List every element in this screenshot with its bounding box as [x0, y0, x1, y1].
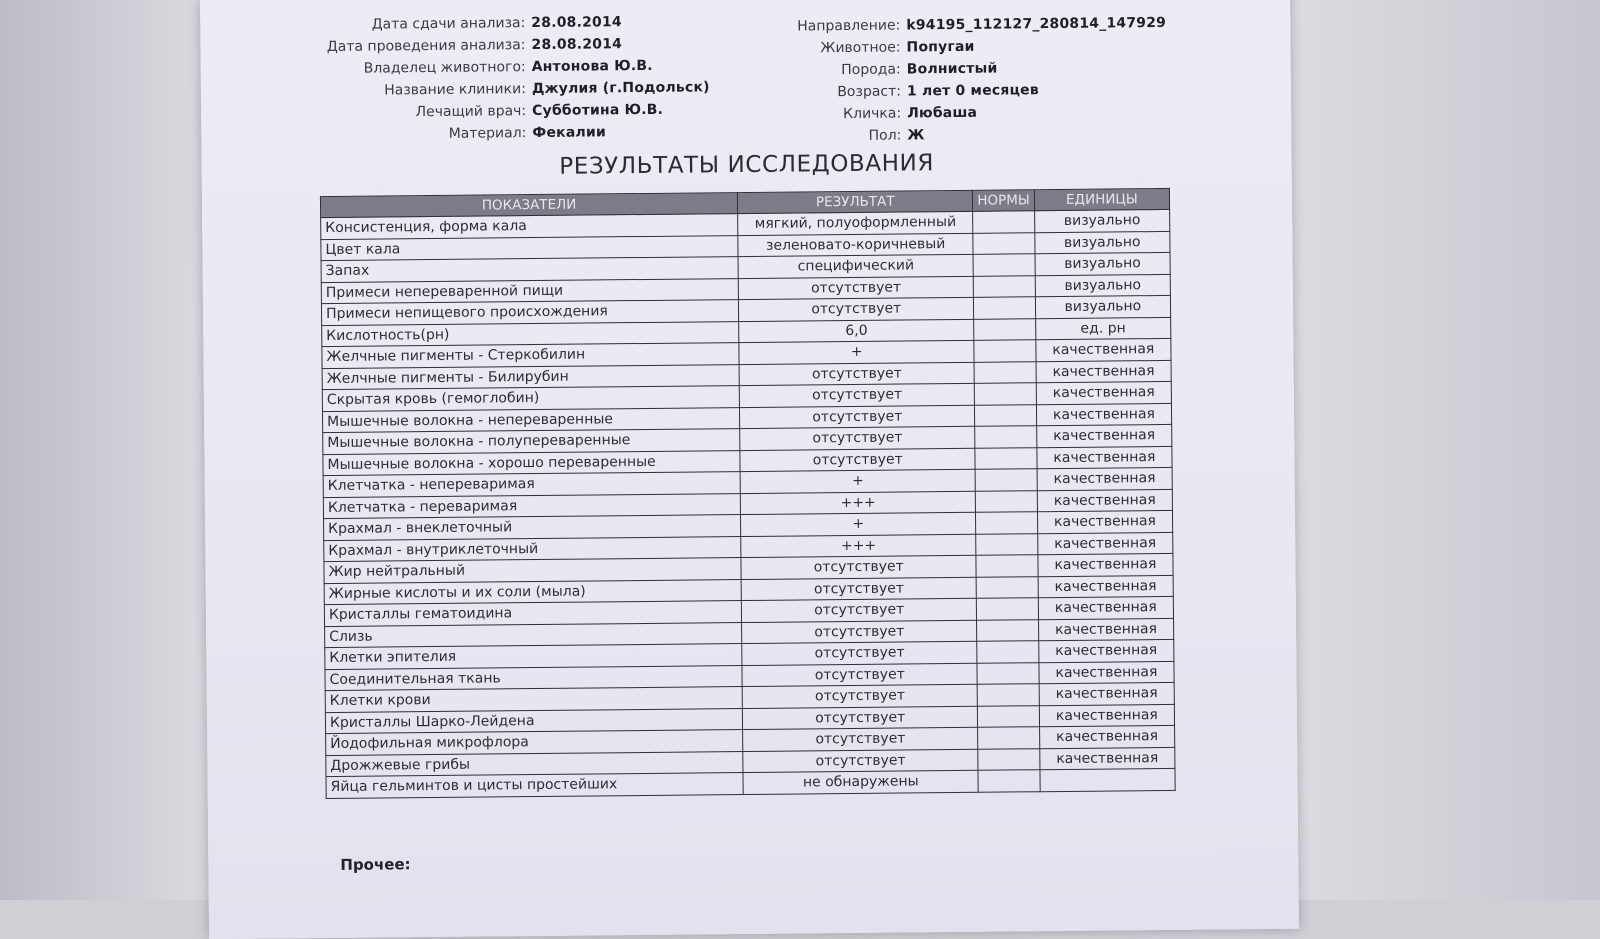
norm-cell: [973, 211, 1035, 233]
result-cell: отсутствует: [741, 577, 976, 601]
indicator-cell: Кристаллы Шарко-Лейдена: [325, 708, 742, 734]
report-header: [200, 5, 1291, 145]
unit-cell: качественная: [1040, 747, 1175, 770]
result-cell: отсутствует: [739, 362, 974, 386]
unit-cell: визуально: [1035, 295, 1170, 318]
field-label: Возраст:: [837, 83, 902, 101]
unit-cell: качественная: [1038, 596, 1173, 619]
indicator-cell: Цвет кала: [321, 235, 738, 261]
indicator-cell: Крахмал - внутриклеточный: [324, 536, 741, 562]
report-title: РЕЗУЛЬТАТЫ ИССЛЕДОВАНИЯ: [559, 150, 935, 180]
field-value: Попугаи: [906, 38, 975, 56]
unit-cell: качественная: [1039, 661, 1174, 684]
norm-cell: [976, 512, 1038, 534]
norm-cell: [977, 662, 1039, 684]
indicator-cell: Мышечные волокна - полупереваренные: [323, 429, 740, 455]
norm-cell: [976, 555, 1038, 577]
norm-cell: [977, 598, 1039, 620]
result-cell: отсутствует: [742, 598, 977, 622]
result-cell: +: [740, 469, 975, 493]
result-cell: отсутствует: [743, 706, 978, 730]
indicator-cell: Яйца гельминтов и цисты простейших: [326, 773, 743, 799]
indicator-cell: Соединительная ткань: [325, 665, 742, 691]
field-label: Материал:: [448, 125, 527, 142]
result-cell: +++: [741, 534, 976, 558]
norm-cell: [978, 770, 1040, 792]
norm-cell: [973, 254, 1035, 276]
norm-cell: [978, 705, 1040, 727]
result-cell: отсутствует: [742, 684, 977, 708]
indicator-cell: Жир нейтральный: [324, 558, 741, 584]
field-label: Кличка:: [843, 105, 902, 123]
unit-cell: качественная: [1036, 360, 1171, 383]
indicator-cell: Клетки крови: [325, 687, 742, 713]
header-field-doctor: [231, 98, 710, 125]
field-value: Джулия (г.Подольск): [531, 79, 710, 98]
field-value: Антонова Ю.В.: [531, 57, 653, 76]
norm-cell: [978, 748, 1040, 770]
result-cell: +: [741, 512, 976, 536]
other-notes-label: Прочее:: [340, 855, 411, 874]
result-cell: отсутствует: [742, 620, 977, 644]
unit-cell: качественная: [1039, 639, 1174, 662]
indicator-cell: Кристаллы гематоидина: [324, 601, 741, 627]
norm-cell: [975, 447, 1037, 469]
unit-cell: [1040, 768, 1175, 791]
unit-cell: качественная: [1036, 403, 1171, 426]
result-cell: отсутствует: [740, 405, 975, 429]
unit-cell: визуально: [1035, 231, 1170, 254]
indicator-cell: Кислотность(рн): [322, 321, 739, 347]
column-header-units: ЕДИНИЦЫ: [1034, 188, 1169, 210]
result-cell: отсутствует: [739, 383, 974, 407]
norm-cell: [975, 469, 1037, 491]
result-cell: отсутствует: [743, 749, 978, 773]
header-left-column: [230, 10, 710, 147]
unit-cell: ед. рн: [1035, 317, 1170, 340]
result-cell: отсутствует: [742, 663, 977, 687]
indicator-cell: Желчные пигменты - Стеркобилин: [322, 343, 739, 369]
result-cell: мягкий, полуоформленный: [738, 211, 973, 235]
norm-cell: [975, 383, 1037, 405]
norm-cell: [974, 275, 1036, 297]
result-cell: отсутствует: [739, 297, 974, 321]
norm-cell: [976, 533, 1038, 555]
norm-cell: [974, 361, 1036, 383]
unit-cell: визуально: [1035, 252, 1170, 275]
indicator-cell: Примеси непищевого происхождения: [321, 300, 738, 326]
norm-cell: [976, 490, 1038, 512]
unit-cell: качественная: [1036, 338, 1171, 361]
field-value: 28.08.2014: [531, 14, 622, 32]
unit-cell: визуально: [1035, 274, 1170, 297]
unit-cell: качественная: [1037, 446, 1172, 469]
indicator-cell: Дрожжевые грибы: [326, 751, 743, 777]
result-cell: специфический: [738, 254, 973, 278]
header-field-material: [231, 120, 710, 147]
results-table: [320, 188, 1176, 799]
field-value: Субботина Ю.В.: [532, 101, 664, 120]
norm-cell: [974, 340, 1036, 362]
indicator-cell: Примеси непереваренной пищи: [321, 278, 738, 304]
column-header-norms: НОРМЫ: [973, 190, 1035, 212]
field-label: Лечащий врач:: [415, 103, 527, 121]
indicator-cell: Мышечные волокна - хорошо переваренные: [323, 450, 740, 476]
unit-cell: качественная: [1037, 510, 1172, 533]
result-cell: отсутствует: [738, 276, 973, 300]
indicator-cell: Консистенция, форма кала: [321, 214, 738, 240]
unit-cell: качественная: [1037, 467, 1172, 490]
unit-cell: качественная: [1038, 553, 1173, 576]
result-cell: не обнаружены: [743, 770, 978, 794]
lab-report-sheet: [200, 0, 1299, 939]
norm-cell: [977, 641, 1039, 663]
norm-cell: [977, 684, 1039, 706]
norm-cell: [975, 426, 1037, 448]
unit-cell: качественная: [1036, 381, 1171, 404]
unit-cell: качественная: [1039, 704, 1174, 727]
header-right-column: [720, 12, 1167, 148]
norm-cell: [978, 727, 1040, 749]
indicator-cell: Слизь: [325, 622, 742, 648]
unit-cell: визуально: [1034, 209, 1169, 232]
field-value: Любаша: [907, 104, 978, 122]
unit-cell: качественная: [1038, 532, 1173, 555]
field-label: Дата сдачи анализа:: [371, 15, 526, 33]
field-label: Направление:: [797, 17, 901, 35]
unit-cell: качественная: [1038, 618, 1173, 641]
result-cell: +++: [740, 491, 975, 515]
indicator-cell: Йодофильная микрофлора: [326, 730, 743, 756]
result-cell: зеленовато-коричневый: [738, 233, 973, 257]
norm-cell: [976, 576, 1038, 598]
unit-cell: качественная: [1037, 489, 1172, 512]
result-cell: отсутствует: [740, 448, 975, 472]
result-cell: отсутствует: [741, 555, 976, 579]
norm-cell: [973, 232, 1035, 254]
field-value: Ж: [907, 127, 925, 144]
norm-cell: [975, 404, 1037, 426]
field-value: k94195_112127_280814_147929: [906, 14, 1167, 34]
norm-cell: [974, 318, 1036, 340]
indicator-cell: Желчные пигменты - Билирубин: [322, 364, 739, 390]
indicator-cell: Скрытая кровь (гемоглобин): [322, 386, 739, 412]
header-field-sex: [721, 122, 1167, 148]
result-cell: отсутствует: [740, 426, 975, 450]
field-label: Животное:: [820, 39, 901, 57]
indicator-cell: Клетчатка - переваримая: [323, 493, 740, 519]
unit-cell: качественная: [1039, 682, 1174, 705]
header-field-referral: [720, 12, 1166, 38]
norm-cell: [974, 297, 1036, 319]
unit-cell: качественная: [1038, 575, 1173, 598]
indicator-cell: Мышечные волокна - непереваренные: [322, 407, 739, 433]
field-value: Фекалии: [532, 124, 607, 142]
result-cell: отсутствует: [742, 641, 977, 665]
field-value: 28.08.2014: [531, 36, 623, 54]
field-label: Порода:: [841, 61, 901, 79]
column-header-result: РЕЗУЛЬТАТ: [738, 190, 973, 213]
indicator-cell: Клетки эпителия: [325, 644, 742, 670]
result-cell: +: [739, 340, 974, 364]
indicator-cell: Жирные кислоты и их соли (мыла): [324, 579, 741, 605]
field-label: Пол:: [868, 127, 902, 144]
indicator-cell: Запах: [321, 257, 738, 283]
field-value: 1 лет 0 месяцев: [906, 82, 1039, 100]
result-cell: отсутствует: [743, 727, 978, 751]
column-header-indicators: ПОКАЗАТЕЛИ: [320, 193, 737, 218]
field-label: Владелец животного:: [363, 59, 526, 77]
field-value: Волнистый: [906, 60, 998, 78]
result-cell: 6,0: [739, 319, 974, 343]
field-label: Название клиники:: [384, 81, 526, 99]
unit-cell: качественная: [1039, 725, 1174, 748]
field-label: Дата проведения анализа:: [326, 37, 526, 56]
norm-cell: [977, 619, 1039, 641]
unit-cell: качественная: [1036, 424, 1171, 447]
indicator-cell: Клетчатка - непереваримая: [323, 472, 740, 498]
indicator-cell: Крахмал - внеклеточный: [324, 515, 741, 541]
